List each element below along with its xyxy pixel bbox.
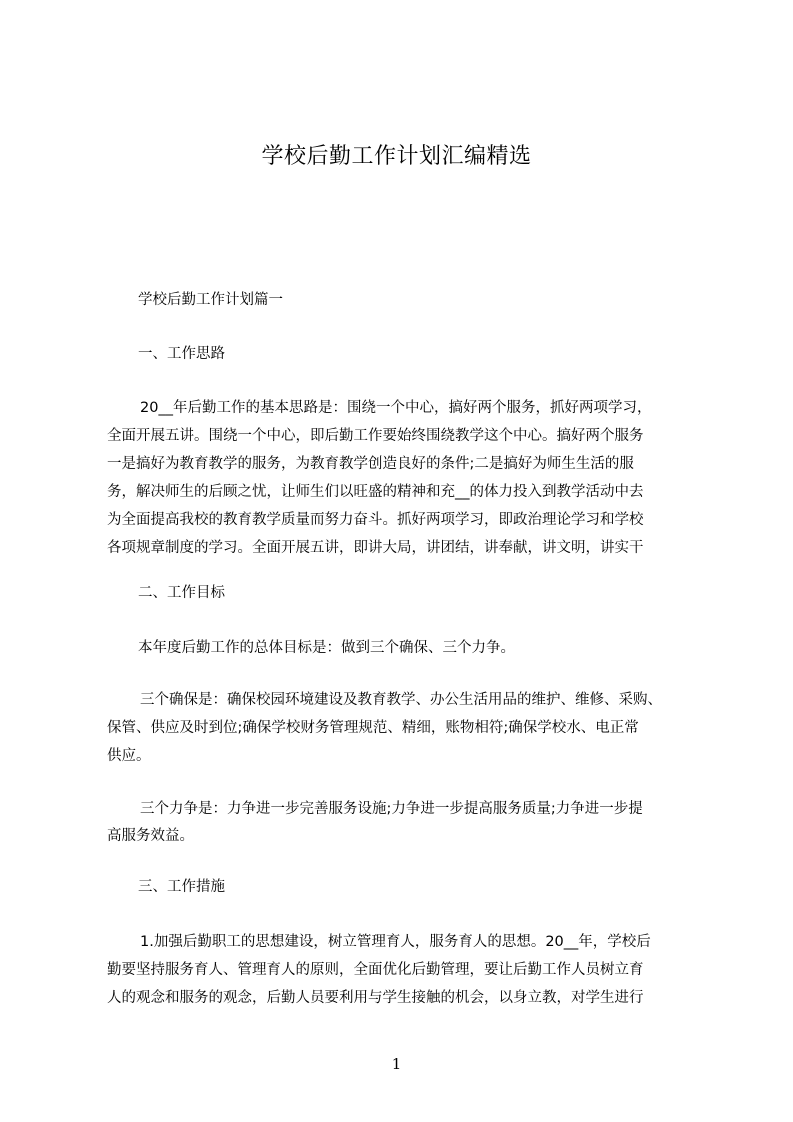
section-heading-work-measures: 三、工作措施 [138, 879, 225, 895]
paragraph-line: 人的观念和服务的观念，后勤人员要利用与学生接触的机会，以身立教，对学生进行 [107, 990, 644, 1006]
paragraph-line: 三个力争是：力争进一步完善服务设施;力争进一步提高服务质量;力争进一步提 [140, 801, 643, 817]
document-title: 学校后勤工作计划汇编精选 [261, 144, 532, 169]
paragraph-line: 20__年后勤工作的基本思路是：围绕一个中心，搞好两个服务，抓好两项学习， [140, 400, 652, 416]
paragraph-line: 保管、供应及时到位;确保学校财务管理规范、精细，账物相符;确保学校水、电正常 [107, 720, 639, 736]
section-heading-work-approach: 一、工作思路 [138, 346, 225, 362]
page-number: 1 [391, 1055, 402, 1073]
paragraph-line: 供应。 [107, 748, 151, 764]
document-subtitle: 学校后勤工作计划篇一 [138, 292, 283, 308]
section-heading-work-goals: 二、工作目标 [138, 585, 225, 601]
paragraph-line: 各项规章制度的学习。全面开展五讲，即讲大局，讲团结，讲奉献，讲文明，讲实干 [107, 540, 644, 556]
paragraph-line: 1.加强后勤职工的思想建设，树立管理育人，服务育人的思想。20__年，学校后 [140, 934, 651, 950]
paragraph-line: 勤要坚持服务育人、管理育人的原则，全面优化后勤管理，要让后勤工作人员树立育 [107, 962, 644, 978]
paragraph-line: 本年度后勤工作的总体目标是：做到三个确保、三个力争。 [138, 640, 515, 656]
paragraph-line: 一是搞好为教育教学的服务，为教育教学创造良好的条件;二是搞好为师生生活的服 [107, 456, 634, 472]
paragraph-line: 三个确保是：确保校园环境建设及教育教学、办公生活用品的维护、维修、采购、 [140, 692, 662, 708]
paragraph-line: 全面开展五讲。围绕一个中心，即后勤工作要始终围绕教学这个中心。搞好两个服务 [107, 428, 644, 444]
paragraph-line: 为全面提高我校的教育教学质量而努力奋斗。抓好两项学习，即政治理论学习和学校 [107, 512, 644, 528]
paragraph-line: 高服务效益。 [107, 828, 194, 844]
paragraph-line: 务，解决师生的后顾之忧，让师生们以旺盛的精神和充__的体力投入到教学活动中去 [107, 484, 644, 500]
